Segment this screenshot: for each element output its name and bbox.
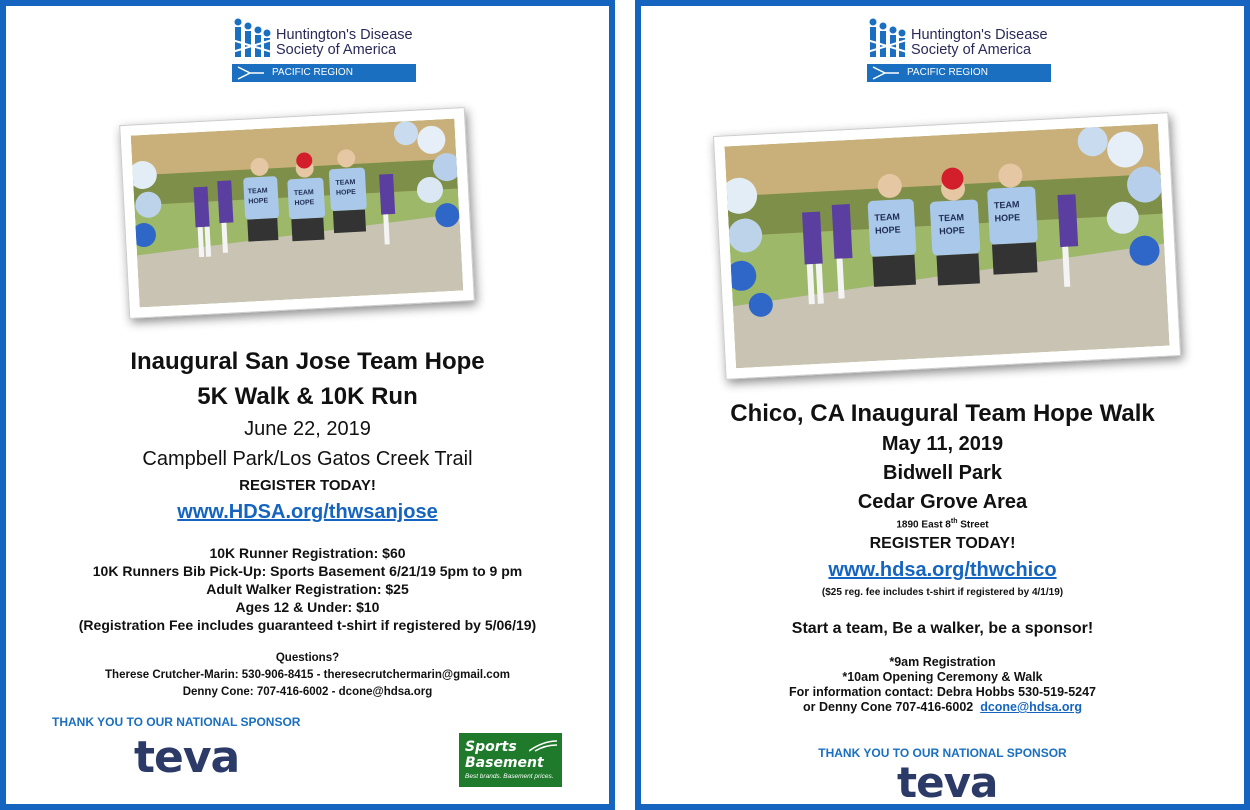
title-line1: Inaugural San Jose Team Hope <box>130 348 485 375</box>
questions-label: Questions? <box>275 652 340 664</box>
logo-region-bar <box>232 64 416 82</box>
event-location: Campbell Park/Los Gatos Creek Trail <box>142 448 473 470</box>
svg-text:TEAM: TEAM <box>993 199 1020 211</box>
svg-text:HOPE: HOPE <box>335 188 357 197</box>
schedule-line-4: or Denny Cone 707-416-6002 dcone@hdsa.org <box>803 700 1082 714</box>
contact-email-link[interactable]: dcone@hdsa.org <box>980 700 1082 714</box>
fee-line-3: Adult Walker Registration: $25 <box>206 581 409 597</box>
sports-basement-line2: Basement <box>465 755 544 771</box>
svg-text:HOPE: HOPE <box>994 212 1021 224</box>
logo-name-line2: Society of America <box>276 42 397 58</box>
sports-basement-line1: Sports <box>465 739 517 755</box>
swoosh-icon <box>529 739 557 753</box>
region-chevron-icon <box>871 66 901 80</box>
event-date: May 11, 2019 <box>881 433 1004 455</box>
fee-line-2: 10K Runners Bib Pick-Up: Sports Basement 6/21/19 5pm to 9 pm <box>92 563 523 579</box>
schedule-line-3: For information contact: Debra Hobbs 530-519-5247 <box>788 685 1097 699</box>
event-address: 1890 East 8th Street <box>896 518 989 531</box>
region-chevron-icon <box>236 66 266 80</box>
svg-text:TEAM: TEAM <box>247 187 268 196</box>
flyer-san-jose <box>0 0 615 810</box>
call-to-action: Start a team, Be a walker, be a sponsor! <box>791 620 1094 637</box>
contact-line-2: Denny Cone: 707-416-6002 - dcone@hdsa.org <box>182 686 433 698</box>
teva-logo: teva <box>134 732 240 783</box>
event-title: Chico, CA Inaugural Team Hope Walk <box>730 400 1155 427</box>
svg-text:HOPE: HOPE <box>938 225 965 237</box>
registration-link[interactable]: www.hdsa.org/thwchico <box>828 559 1057 581</box>
sponsor-label: THANK YOU TO OUR NATIONAL SPONSOR <box>818 746 1067 760</box>
sports-basement-logo <box>459 733 562 787</box>
hdsa-people-icon <box>867 18 907 62</box>
contact-line-1: Therese Crutcher-Marin: 530-906-8415 - theresecrutchermarin@gmail.com <box>105 669 510 681</box>
title-line2: 5K Walk & 10K Run <box>197 383 418 410</box>
schedule-line-1: *9am Registration <box>889 655 996 669</box>
teva-logo: teva <box>897 758 998 807</box>
logo-name-line1: Huntington's Disease <box>276 27 413 43</box>
logo-region-label: PACIFIC REGION <box>907 67 988 78</box>
event-park: Bidwell Park <box>883 462 1002 484</box>
register-today: REGISTER TODAY! <box>239 477 376 494</box>
fee-line-5: (Registration Fee includes guaranteed t-shirt if registered by 5/06/19) <box>78 617 537 633</box>
svg-text:TEAM: TEAM <box>874 211 901 223</box>
sponsor-label: THANK YOU TO OUR NATIONAL SPONSOR <box>52 715 301 729</box>
svg-text:TEAM: TEAM <box>335 178 356 187</box>
fee-line-4: Ages 12 & Under: $10 <box>235 599 380 615</box>
logo-region-label: PACIFIC REGION <box>272 67 353 78</box>
svg-text:HOPE: HOPE <box>294 199 315 208</box>
logo-name-line2: Society of America <box>911 42 1032 58</box>
fee-line-1: 10K Runner Registration: $60 <box>209 545 406 561</box>
event-area: Cedar Grove Area <box>857 491 1028 513</box>
fee-note: ($25 reg. fee includes t-shirt if registered by 4/1/19) <box>821 587 1064 598</box>
svg-text:HOPE: HOPE <box>874 224 901 236</box>
sports-basement-tagline: Best brands. Basement prices. <box>465 773 554 780</box>
event-photo <box>119 107 475 319</box>
walkers-photo-illustration <box>724 124 1169 368</box>
hdsa-logo <box>232 18 416 88</box>
walkers-photo-illustration <box>131 119 464 308</box>
registration-link[interactable]: www.HDSA.org/thwsanjose <box>177 501 438 523</box>
event-date: June 22, 2019 <box>244 418 371 440</box>
logo-name-line1: Huntington's Disease <box>911 27 1048 43</box>
hdsa-people-icon <box>232 18 272 62</box>
svg-text:TEAM: TEAM <box>938 212 965 224</box>
flyer-chico <box>635 0 1250 810</box>
svg-text:HOPE: HOPE <box>248 197 269 206</box>
hdsa-logo <box>867 18 1051 88</box>
schedule-line-2: *10am Opening Ceremony & Walk <box>842 670 1043 684</box>
svg-text:TEAM: TEAM <box>293 189 314 198</box>
event-photo <box>713 112 1181 380</box>
logo-region-bar <box>867 64 1051 82</box>
register-today: REGISTER TODAY! <box>869 535 1016 552</box>
